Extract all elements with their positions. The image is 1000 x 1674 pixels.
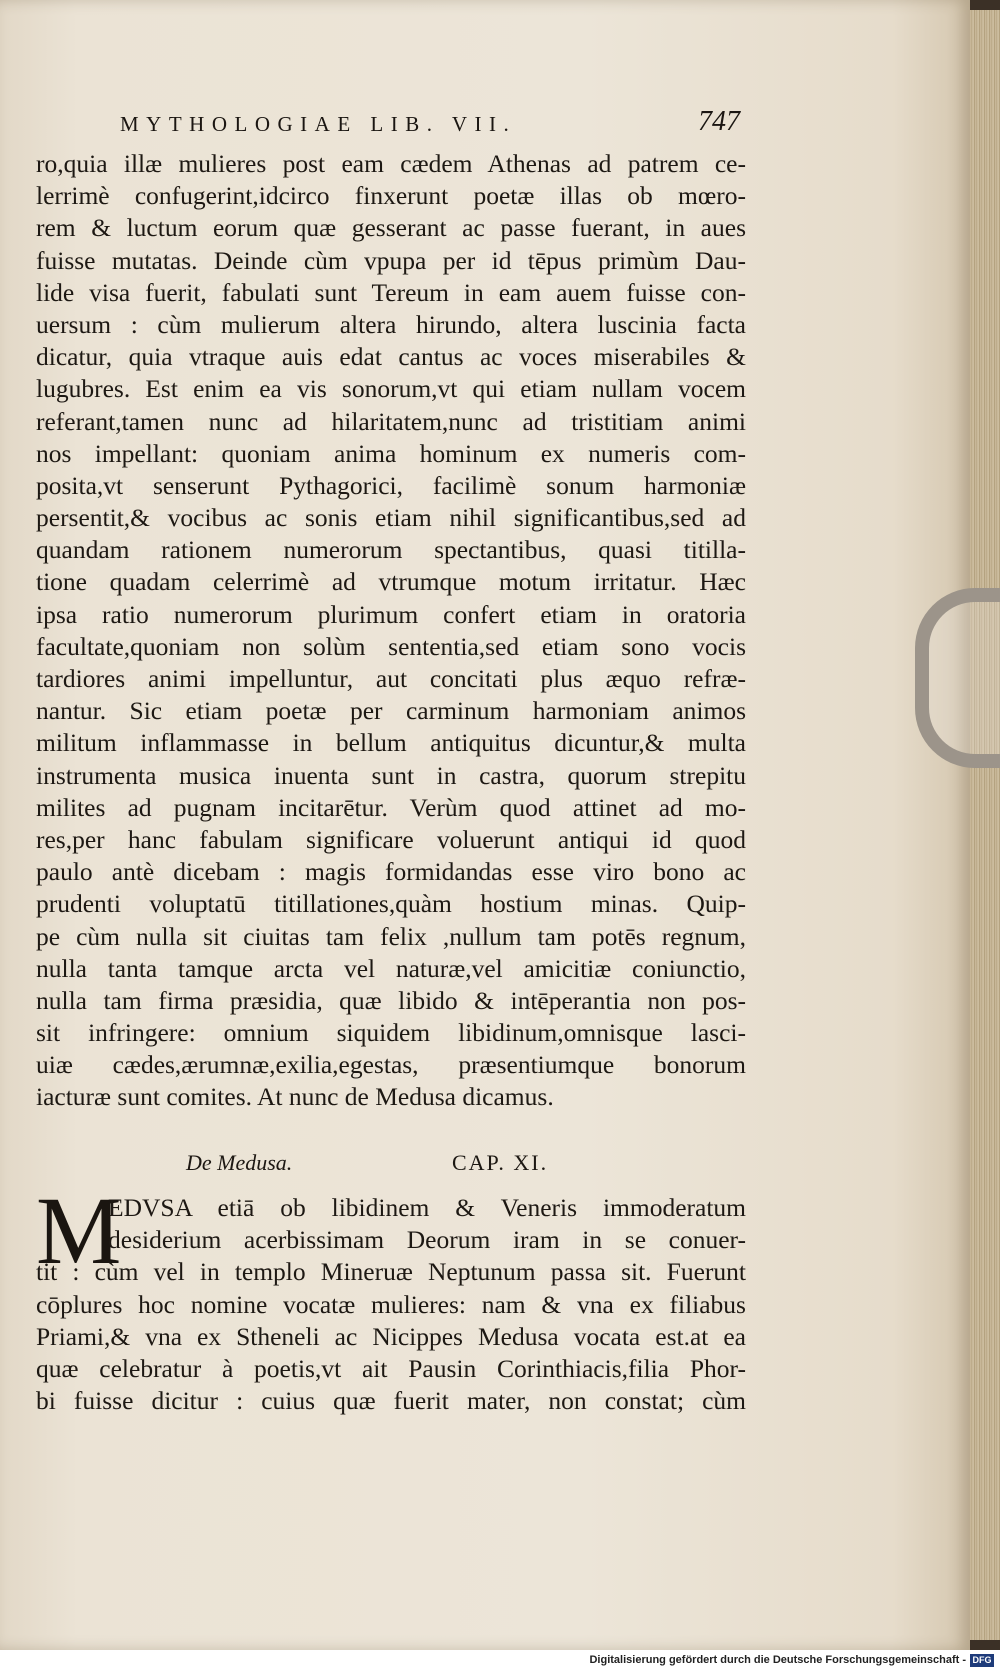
- text-line: pe cùm nulla sit ciuitas tam felix ,nullum tam potēs regnum,: [36, 921, 746, 951]
- chapter-number: CAP. XI.: [452, 1150, 549, 1175]
- text-line: nantur. Sic etiam poetæ per carminum harmoniam animos: [36, 696, 746, 726]
- drop-capital: M: [36, 1177, 122, 1284]
- chapter-heading: [186, 1150, 606, 1182]
- text-line: paulo antè dicebam : magis formidandas esse viro bono ac: [36, 857, 746, 887]
- text-line: tardiores animi impelluntur, aut concitati plus æquo refræ-: [36, 664, 746, 693]
- text-line: nulla tanta tamque arcta vel naturæ,vel amicitiæ coniunctio,: [36, 953, 746, 983]
- text-line: prudenti voluptatū titillationes,quàm hostium minas. Quip-: [36, 889, 746, 919]
- text-line: nos impellant: quoniam anima hominum ex numeris com-: [36, 438, 746, 468]
- text-line: uersum : cùm mulierum altera hirundo, altera luscinia facta: [36, 309, 746, 339]
- text-line: referant,tamen nunc ad hilaritatem,nunc ad tristitiam animi: [36, 406, 746, 436]
- text-line: quæ celebratur à poetis,vt ait Pausin Corinthiacis,filia Phor-: [36, 1353, 746, 1383]
- text-line: cōplures hoc nomine vocatæ mulieres: nam & vna ex filiabus: [36, 1289, 746, 1319]
- funding-credit: Digitalisierung gefördert durch die Deutsche Forschungsgemeinschaft -: [589, 1654, 966, 1666]
- text-line: tit : cùm vel in templo Mineruæ Neptunum passa sit. Fuerunt: [36, 1257, 746, 1287]
- text-line: posita,vt senserunt Pythagorici, facilimè sonum harmoniæ: [36, 470, 746, 500]
- text-line: fuisse mutatas. Deinde cùm vpupa per id tēpus primùm Dau-: [36, 245, 746, 275]
- text-line: milites ad pugnam incitarētur. Verùm quod attinet ad mo-: [36, 792, 746, 822]
- text-line: instrumenta musica inuenta sunt in castra, quorum strepitu: [36, 760, 746, 790]
- text-line: quandam rationem numerorum spectantibus, quasi titilla-: [36, 535, 746, 565]
- body-text: [36, 148, 746, 1114]
- text-line: lugubres. Est enim ea vis sonorum,vt qui etiam nullam vocem: [36, 374, 746, 404]
- chapter-subject: De Medusa.: [186, 1150, 293, 1175]
- text-line: facultate,quoniam non solùm sententia,sed etiam sono vocis: [36, 631, 746, 661]
- text-line: Priami,& vna ex Stheneli ac Nicippes Medusa vocata est.at ea: [36, 1321, 746, 1351]
- text-line: ro,quia illæ mulieres post eam cædem Athenas ad patrem ce-: [36, 149, 746, 178]
- page-number: 747: [698, 106, 740, 137]
- text-line: persentit,& vocibus ac sonis etiam nihil significantibus,sed ad: [36, 503, 746, 533]
- text-line: ipsa ratio numerorum plurimum confert etiam in oratoria: [36, 599, 746, 629]
- text-line: militum inflammasse in bellum antiquitus dicuntur,& multa: [36, 728, 746, 758]
- text-line: bi fuisse dicitur : cuius quæ fuerit mater, non constat; cùm: [36, 1386, 746, 1416]
- text-line: dicatur, quia vtraque auis edat cantus ac voces miserabiles &: [36, 342, 746, 372]
- text-line: lerrimè confugerint,idcirco finxerunt poetæ illas ob mœro-: [36, 181, 746, 211]
- page-clip: [915, 588, 1000, 768]
- chapter-text: [36, 1177, 746, 1417]
- dfg-logo: DFG: [970, 1654, 994, 1667]
- text-line: lide visa fuerit, fabulati sunt Tereum in eam auem fuisse con-: [36, 277, 746, 307]
- page-header: [120, 106, 740, 140]
- text-line: sit infringere: omnium siquidem libidinum,omnisque lasci-: [36, 1018, 746, 1048]
- text-line: res,per hanc fabulam significare voluerunt antiqui id quod: [36, 824, 746, 854]
- digitization-footer: [0, 1650, 1000, 1674]
- text-line: tione quadam celerrimè ad vtrumque motum irritatur. Hæc: [36, 567, 746, 597]
- text-line: EDVSA etiā ob libidinem & Veneris immoderatum: [108, 1193, 746, 1222]
- text-line: iacturæ sunt comites. At nunc de Medusa dicamus.: [36, 1082, 554, 1112]
- text-line: rem & luctum eorum quæ gesserant ac passe fuerant, in aues: [36, 213, 746, 243]
- text-line: desiderium acerbissimam Deorum iram in se conuer-: [108, 1225, 746, 1255]
- page-edges: [970, 10, 1000, 1640]
- text-line: uiæ cædes,ærumnæ,exilia,egestas, præsentiumque bonorum: [36, 1050, 746, 1080]
- running-title: MYTHOLOGIAE LIB. VII.: [120, 112, 517, 136]
- text-line: nulla tam firma præsidia, quæ libido & intēperantia non pos-: [36, 985, 746, 1015]
